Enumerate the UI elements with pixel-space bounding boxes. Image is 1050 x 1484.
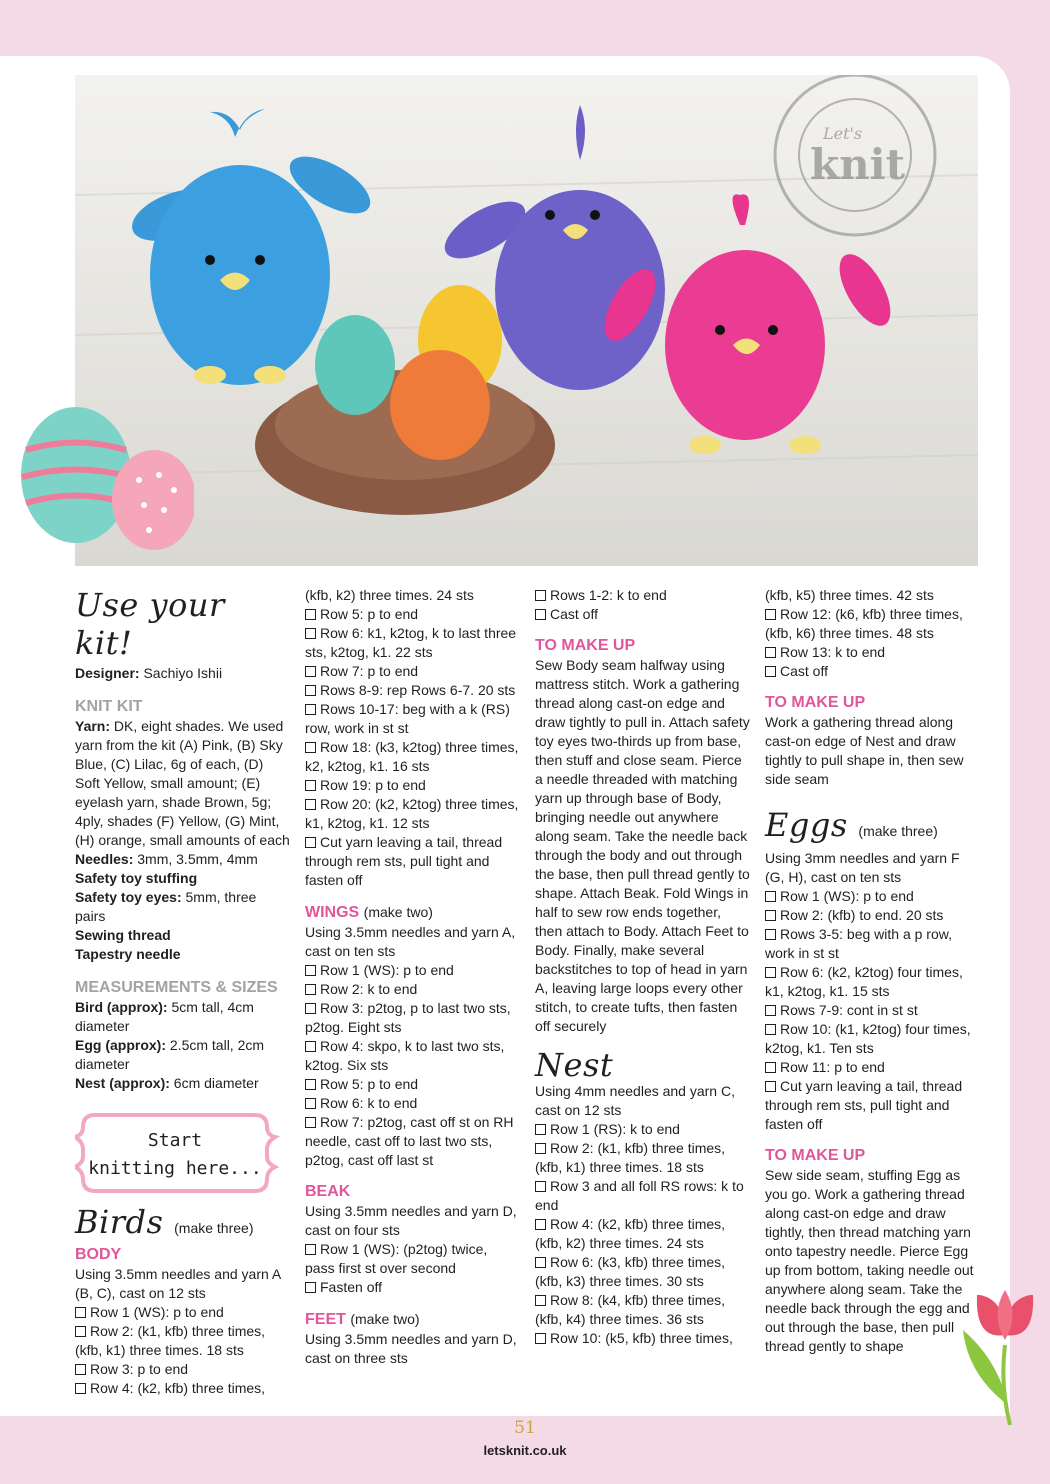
instruction-text: Row 1 (WS): p to end bbox=[780, 888, 914, 904]
instruction-row bbox=[305, 795, 520, 833]
instruction-row bbox=[305, 1075, 520, 1094]
checkbox-icon[interactable] bbox=[305, 1244, 316, 1255]
instruction-row bbox=[75, 1322, 290, 1360]
instruction-row bbox=[535, 1120, 750, 1139]
instruction-text: Row 3: p to end bbox=[90, 1361, 189, 1377]
banner-text bbox=[75, 1127, 275, 1183]
checkbox-icon[interactable] bbox=[305, 1003, 316, 1014]
column-3 bbox=[535, 586, 750, 1348]
instruction-text: Row 18: (k3, k2tog) three times, k2, k2tog, k1. 16 sts bbox=[305, 739, 519, 774]
feet-heading-text: FEET bbox=[305, 1311, 346, 1328]
body-rows-2 bbox=[305, 605, 520, 890]
instruction-row bbox=[305, 605, 520, 624]
checkbox-icon[interactable] bbox=[535, 1257, 546, 1268]
nest-size-label: Nest (approx): bbox=[75, 1075, 170, 1091]
instruction-row bbox=[535, 605, 750, 624]
nest-title: Nest bbox=[535, 1046, 614, 1084]
instruction-text: Row 10: (k5, kfb) three times, bbox=[550, 1330, 733, 1346]
designer-label: Designer: bbox=[75, 665, 140, 681]
knitted-birds-illustration bbox=[75, 75, 978, 566]
wings-note: (make two) bbox=[363, 904, 433, 920]
instruction-row bbox=[305, 833, 520, 890]
checkbox-icon[interactable] bbox=[305, 965, 316, 976]
bird-size-label: Bird (approx): bbox=[75, 999, 168, 1015]
instruction-row bbox=[765, 1001, 980, 1020]
checkbox-icon[interactable] bbox=[765, 891, 776, 902]
checkbox-icon[interactable] bbox=[305, 666, 316, 677]
checkbox-icon[interactable] bbox=[305, 1098, 316, 1109]
instruction-row bbox=[75, 1360, 290, 1379]
instruction-text: Row 7: p to end bbox=[320, 663, 419, 679]
eggs-rows bbox=[765, 887, 980, 1134]
instruction-text: Row 12: (k6, kfb) three times, (kfb, k6) three times. 48 sts bbox=[765, 606, 963, 641]
checkbox-icon[interactable] bbox=[305, 704, 316, 715]
instruction-text: Row 5: p to end bbox=[320, 1076, 419, 1092]
eggs-title bbox=[765, 807, 980, 849]
instruction-row bbox=[535, 1177, 750, 1215]
instruction-row bbox=[535, 1329, 750, 1348]
checkbox-icon[interactable] bbox=[535, 1333, 546, 1344]
instruction-text: Row 6: (k2, k2tog) four times, k1, k2tog, k1. 15 sts bbox=[765, 964, 963, 999]
checkbox-icon[interactable] bbox=[305, 1282, 316, 1293]
checkbox-icon[interactable] bbox=[535, 1124, 546, 1135]
stuffing-label: Safety toy stuffing bbox=[75, 870, 198, 886]
instruction-text: Cut yarn leaving a tail, thread through rem sts, pull tight and fasten off bbox=[305, 834, 503, 888]
measurements-heading: MEASUREMENTS & SIZES bbox=[75, 979, 278, 996]
nest-rows-1 bbox=[535, 1120, 750, 1348]
eggs-title-text: Eggs bbox=[765, 806, 848, 844]
checkbox-icon[interactable] bbox=[305, 780, 316, 791]
instruction-row bbox=[765, 963, 980, 1001]
page-number: 51 bbox=[514, 1418, 536, 1438]
instruction-text: Row 6: k1, k2tog, k to last three sts, k2tog, k1. 22 sts bbox=[305, 625, 517, 660]
body-intro: Using 3.5mm needles and yarn A (B, C), cast on 12 sts bbox=[75, 1266, 281, 1301]
feet-note: (make two) bbox=[350, 1311, 420, 1327]
beak-rows bbox=[305, 1240, 520, 1297]
instruction-text: Row 2: (k1, kfb) three times, (kfb, k1) three times. 18 sts bbox=[75, 1323, 266, 1358]
yarn-label: Yarn: bbox=[75, 718, 111, 734]
instruction-row bbox=[305, 1113, 520, 1170]
instruction-row bbox=[765, 906, 980, 925]
instruction-row bbox=[765, 887, 980, 906]
instruction-text: Row 2: (kfb) to end. 20 sts bbox=[780, 907, 944, 923]
birds-makeup-heading: TO MAKE UP bbox=[535, 637, 636, 654]
instruction-text: Row 4: (k2, kfb) three times, bbox=[90, 1380, 266, 1396]
instruction-row bbox=[535, 1291, 750, 1329]
instruction-row bbox=[535, 586, 750, 605]
nest-intro: Using 4mm needles and yarn C, cast on 12 sts bbox=[535, 1083, 735, 1118]
instruction-text: Row 6: (k3, kfb) three times, (kfb, k3) three times. 30 sts bbox=[535, 1254, 726, 1289]
feet-heading bbox=[305, 1309, 520, 1330]
needles-text: 3mm, 3.5mm, 4mm bbox=[137, 851, 258, 867]
nest-continued: (kfb, k5) three times. 42 sts bbox=[765, 587, 934, 603]
wings-heading-text: WINGS bbox=[305, 904, 360, 921]
instruction-text: Row 13: k to end bbox=[780, 644, 886, 660]
banner-line-1: Start bbox=[147, 1130, 203, 1151]
feet-rows bbox=[535, 586, 750, 624]
checkbox-icon[interactable] bbox=[305, 1079, 316, 1090]
banner-line-2: knitting here... bbox=[88, 1158, 262, 1179]
nest-size-text: 6cm diameter bbox=[173, 1075, 259, 1091]
instruction-text: Rows 1-2: k to end bbox=[550, 587, 667, 603]
feet-intro: Using 3.5mm needles and yarn D, cast on three sts bbox=[305, 1331, 517, 1366]
instruction-text: Row 2: (k1, kfb) three times, (kfb, k1) three times. 18 sts bbox=[535, 1140, 726, 1175]
nest-rows-2 bbox=[765, 605, 980, 681]
knit-kit-heading: KNIT KIT bbox=[75, 698, 143, 715]
checkbox-icon[interactable] bbox=[75, 1383, 86, 1394]
instruction-text: Row 1 (RS): k to end bbox=[550, 1121, 680, 1137]
instruction-text: Cast off bbox=[780, 663, 828, 679]
instruction-row bbox=[75, 1303, 290, 1322]
checkbox-icon[interactable] bbox=[535, 1295, 546, 1306]
instruction-text: Row 3: p2tog, p to last two sts, p2tog. Eight sts bbox=[305, 1000, 511, 1035]
wings-intro: Using 3.5mm needles and yarn A, cast on ten sts bbox=[305, 924, 516, 959]
checkbox-icon[interactable] bbox=[765, 647, 776, 658]
beak-intro: Using 3.5mm needles and yarn D, cast on four sts bbox=[305, 1203, 517, 1238]
checkbox-icon[interactable] bbox=[765, 910, 776, 921]
nest-makeup-heading: TO MAKE UP bbox=[765, 694, 866, 711]
nest-makeup-text: Work a gathering thread along cast-on edge of Nest and draw tightly to pull shape in, then sew side seam bbox=[765, 714, 964, 787]
instruction-text: Rows 10-17: beg with a k (RS) row, work in st st bbox=[305, 701, 510, 736]
needles-label: Needles: bbox=[75, 851, 134, 867]
thread-label: Sewing thread bbox=[75, 927, 171, 943]
instruction-text: Row 3 and all foll RS rows: k to end bbox=[535, 1178, 744, 1213]
eggs-intro: Using 3mm needles and yarn F (G, H), cast on ten sts bbox=[765, 850, 960, 885]
egg-size-label: Egg (approx): bbox=[75, 1037, 166, 1053]
kit-title: Use your kit! bbox=[75, 586, 225, 662]
instruction-row bbox=[305, 1240, 520, 1278]
hero-photo bbox=[75, 75, 978, 566]
instruction-text: Rows 7-9: cont in st st bbox=[780, 1002, 918, 1018]
bird-size-text: 5cm tall, 4cm diameter bbox=[75, 999, 254, 1034]
eyes-text: 5mm, three pairs bbox=[75, 889, 257, 924]
stamp-brand-big: knit bbox=[810, 140, 905, 189]
instruction-text: Row 6: k to end bbox=[320, 1095, 418, 1111]
instruction-text: Row 2: k to end bbox=[320, 981, 418, 997]
checkbox-icon[interactable] bbox=[305, 609, 316, 620]
instruction-row bbox=[535, 1253, 750, 1291]
body-rows-1 bbox=[75, 1303, 290, 1398]
checkbox-icon[interactable] bbox=[765, 1005, 776, 1016]
instruction-row bbox=[765, 925, 980, 963]
instruction-text: Row 1 (WS): (p2tog) twice, pass first st over second bbox=[305, 1241, 488, 1276]
body-heading: BODY bbox=[75, 1246, 122, 1263]
instruction-text: Row 8: (k4, kfb) three times, (kfb, k4) three times. 36 sts bbox=[535, 1292, 726, 1327]
checkbox-icon[interactable] bbox=[535, 590, 546, 601]
checkbox-icon[interactable] bbox=[535, 1219, 546, 1230]
instruction-row bbox=[305, 1278, 520, 1297]
checkbox-icon[interactable] bbox=[765, 666, 776, 677]
stamp-brand-small: Let's bbox=[823, 124, 863, 143]
instruction-row bbox=[305, 999, 520, 1037]
instruction-text: Row 19: p to end bbox=[320, 777, 426, 793]
instruction-text: Fasten off bbox=[320, 1279, 383, 1295]
birds-makeup-text: Sew Body seam halfway using mattress stitch. Work a gathering thread along cast-on edge and draw tightly to pull in. Attach safety toy eyes two-thirds up from base, then stuff and close seam. Pierce a needle threaded with matching yarn up through base of Body, bringing needle out anywhere along seam. Take the needle back through the body and out through the base, then pull thread gently to shape. Attach Beak. Fold Wings in half to sew row ends together, then attach to Body. Attach Feet to Body. Finally, make several backstitches to top of head in yarn A, leaving large loops every other stitch, to create tufts, then fasten off securely bbox=[535, 657, 750, 1034]
column-4 bbox=[765, 586, 980, 1356]
instruction-text: Row 4: skpo, k to last two sts, k2tog. Six sts bbox=[305, 1038, 505, 1073]
checkbox-icon[interactable] bbox=[765, 1062, 776, 1073]
checkbox-icon[interactable] bbox=[305, 984, 316, 995]
exclusive-stamp bbox=[775, 75, 935, 235]
checkbox-icon[interactable] bbox=[75, 1364, 86, 1375]
checkbox-icon[interactable] bbox=[305, 799, 316, 810]
eyes-label: Safety toy eyes: bbox=[75, 889, 182, 905]
instruction-text: Row 7: p2tog, cast off st on RH needle, cast off to last two sts, p2tog, cast off last st bbox=[305, 1114, 514, 1168]
birds-title-text: Birds bbox=[75, 1203, 164, 1241]
instruction-row bbox=[305, 1037, 520, 1075]
instruction-row bbox=[305, 700, 520, 738]
checkbox-icon[interactable] bbox=[75, 1326, 86, 1337]
instruction-row bbox=[765, 662, 980, 681]
eggs-makeup-text: Sew side seam, stuffing Egg as you go. Work a gathering thread along cast-on edge and draw tightly, then thread matching yarn onto tapestry needle. Pierce Egg up from bottom, taking needle out anywhere along seam. Take the needle back through the egg and out through the base, then pull thread gently to shape bbox=[765, 1167, 974, 1354]
instruction-row bbox=[305, 738, 520, 776]
instruction-row bbox=[535, 1215, 750, 1253]
checkbox-icon[interactable] bbox=[305, 837, 316, 848]
instruction-text: Row 11: p to end bbox=[780, 1059, 885, 1075]
instruction-text: Row 1 (WS): p to end bbox=[90, 1304, 224, 1320]
designer-name: Sachiyo Ishii bbox=[143, 665, 223, 681]
tapestry-label: Tapestry needle bbox=[75, 946, 181, 962]
instruction-row bbox=[75, 1379, 290, 1398]
instruction-text: Row 10: (k1, k2tog) four times, k2tog, k1. Ten sts bbox=[765, 1021, 971, 1056]
checkbox-icon[interactable] bbox=[75, 1307, 86, 1318]
checkbox-icon[interactable] bbox=[535, 609, 546, 620]
instruction-row bbox=[765, 1058, 980, 1077]
eggs-makeup-heading: TO MAKE UP bbox=[765, 1147, 866, 1164]
instruction-row bbox=[305, 662, 520, 681]
instruction-text: Cast off bbox=[550, 606, 598, 622]
beak-heading: BEAK bbox=[305, 1183, 351, 1200]
eggs-title-note: (make three) bbox=[858, 823, 938, 839]
wings-rows bbox=[305, 961, 520, 1170]
column-1 bbox=[75, 586, 290, 1398]
instruction-text: Row 1 (WS): p to end bbox=[320, 962, 454, 978]
checkbox-icon[interactable] bbox=[765, 967, 776, 978]
checkbox-icon[interactable] bbox=[535, 1181, 546, 1192]
instruction-text: Row 5: p to end bbox=[320, 606, 419, 622]
instruction-row bbox=[305, 681, 520, 700]
body-continued: (kfb, k2) three times. 24 sts bbox=[305, 587, 474, 603]
yarn-text: DK, eight shades. We used yarn from the kit (A) Pink, (B) Sky Blue, (C) Lilac, 6g of each, (D) Soft Yellow, small amount; (E) eyelash yarn, shade Brown, 5g; 4ply, shades (F) Yellow, (G) Mint, (H) orange, small amounts of each bbox=[75, 718, 290, 848]
easter-eggs-decoration bbox=[14, 405, 194, 555]
instruction-row bbox=[305, 980, 520, 999]
checkbox-icon[interactable] bbox=[765, 1081, 776, 1092]
checkbox-icon[interactable] bbox=[305, 742, 316, 753]
checkbox-icon[interactable] bbox=[305, 1041, 316, 1052]
instruction-row bbox=[305, 776, 520, 795]
checkbox-icon[interactable] bbox=[305, 685, 316, 696]
instruction-row bbox=[305, 961, 520, 980]
column-2 bbox=[305, 586, 520, 1368]
checkbox-icon[interactable] bbox=[305, 1117, 316, 1128]
egg-size-text: 2.5cm tall, 2cm diameter bbox=[75, 1037, 265, 1072]
instruction-text: Rows 8-9: rep Rows 6-7. 20 sts bbox=[320, 682, 516, 698]
instruction-text: Row 20: (k2, k2tog) three times, k1, k2tog, k1. 12 sts bbox=[305, 796, 519, 831]
instruction-row bbox=[765, 605, 980, 643]
checkbox-icon[interactable] bbox=[765, 609, 776, 620]
instruction-text: Cut yarn leaving a tail, thread through rem sts, pull tight and fasten off bbox=[765, 1078, 963, 1132]
start-knitting-banner bbox=[75, 1107, 285, 1197]
instruction-text: Row 4: (k2, kfb) three times, (kfb, k2) three times. 24 sts bbox=[535, 1216, 726, 1251]
checkbox-icon[interactable] bbox=[535, 1143, 546, 1154]
birds-title bbox=[75, 1205, 290, 1245]
birds-title-note: (make three) bbox=[174, 1220, 254, 1236]
instruction-row bbox=[305, 624, 520, 662]
checkbox-icon[interactable] bbox=[765, 929, 776, 940]
instruction-row bbox=[305, 1094, 520, 1113]
instruction-row bbox=[765, 1020, 980, 1058]
instruction-row bbox=[765, 1077, 980, 1134]
checkbox-icon[interactable] bbox=[765, 1024, 776, 1035]
checkbox-icon[interactable] bbox=[305, 628, 316, 639]
wings-heading bbox=[305, 902, 520, 923]
site-url[interactable]: letsknit.co.uk bbox=[483, 1443, 567, 1458]
instruction-text: Rows 3-5: beg with a p row, work in st st bbox=[765, 926, 952, 961]
instruction-row bbox=[765, 643, 980, 662]
instruction-row bbox=[535, 1139, 750, 1177]
